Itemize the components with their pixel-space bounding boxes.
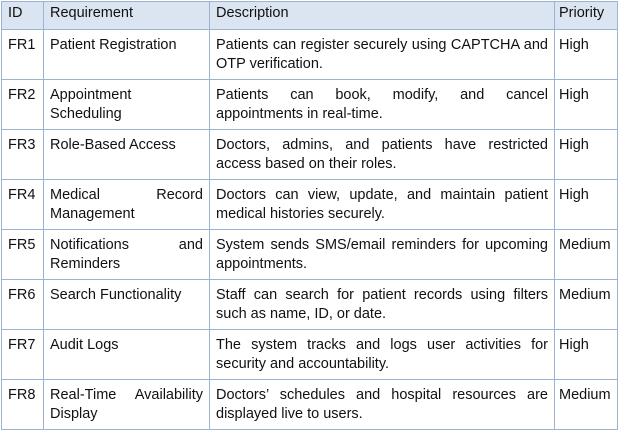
table-row (2, 330, 618, 380)
table-row (2, 130, 618, 180)
cell-id: FR7 (2, 330, 44, 380)
cell-description: System sends SMS/email reminders for upcoming appointments. (210, 230, 555, 280)
table-row (2, 280, 618, 330)
cell-id: FR5 (2, 230, 44, 280)
cell-description: Patients can register securely using CAPTCHA and OTP verification. (210, 30, 555, 80)
cell-description: Doctors, admins, and patients have restricted access based on their roles. (210, 130, 555, 180)
cell-requirement: Real-Time Availability Display (44, 380, 210, 430)
cell-requirement: Notifications and Reminders (44, 230, 210, 280)
cell-id: FR8 (2, 380, 44, 430)
cell-id: FR4 (2, 180, 44, 230)
cell-priority: High (555, 130, 618, 180)
table-row (2, 30, 618, 80)
cell-priority: Medium (555, 280, 618, 330)
cell-requirement: Patient Registration (44, 30, 210, 80)
table-row (2, 80, 618, 130)
cell-description: Doctors can view, update, and maintain patient medical histories securely. (210, 180, 555, 230)
cell-requirement: Medical Record Management (44, 180, 210, 230)
cell-description: Patients can book, modify, and cancel appointments in real-time. (210, 80, 555, 130)
cell-requirement: Appointment Scheduling (44, 80, 210, 130)
cell-requirement: Audit Logs (44, 330, 210, 380)
cell-requirement: Search Functionality (44, 280, 210, 330)
header-priority: Priority (555, 2, 618, 30)
cell-priority: High (555, 180, 618, 230)
cell-description: Doctors’ schedules and hospital resources are displayed live to users. (210, 380, 555, 430)
requirements-table (1, 1, 618, 430)
table-body (2, 30, 618, 430)
cell-priority: Medium (555, 230, 618, 280)
cell-id: FR3 (2, 130, 44, 180)
table-row (2, 380, 618, 430)
table-header (2, 2, 618, 30)
cell-priority: High (555, 330, 618, 380)
header-requirement: Requirement (44, 2, 210, 30)
cell-priority: Medium (555, 380, 618, 430)
header-id: ID (2, 2, 44, 30)
header-description: Description (210, 2, 555, 30)
table-row (2, 180, 618, 230)
cell-description: Staff can search for patient records using filters such as name, ID, or date. (210, 280, 555, 330)
cell-priority: High (555, 30, 618, 80)
cell-id: FR2 (2, 80, 44, 130)
cell-description: The system tracks and logs user activities for security and accountability. (210, 330, 555, 380)
cell-id: FR6 (2, 280, 44, 330)
table-row (2, 230, 618, 280)
cell-priority: High (555, 80, 618, 130)
header-row (2, 2, 618, 30)
cell-requirement: Role-Based Access (44, 130, 210, 180)
cell-id: FR1 (2, 30, 44, 80)
